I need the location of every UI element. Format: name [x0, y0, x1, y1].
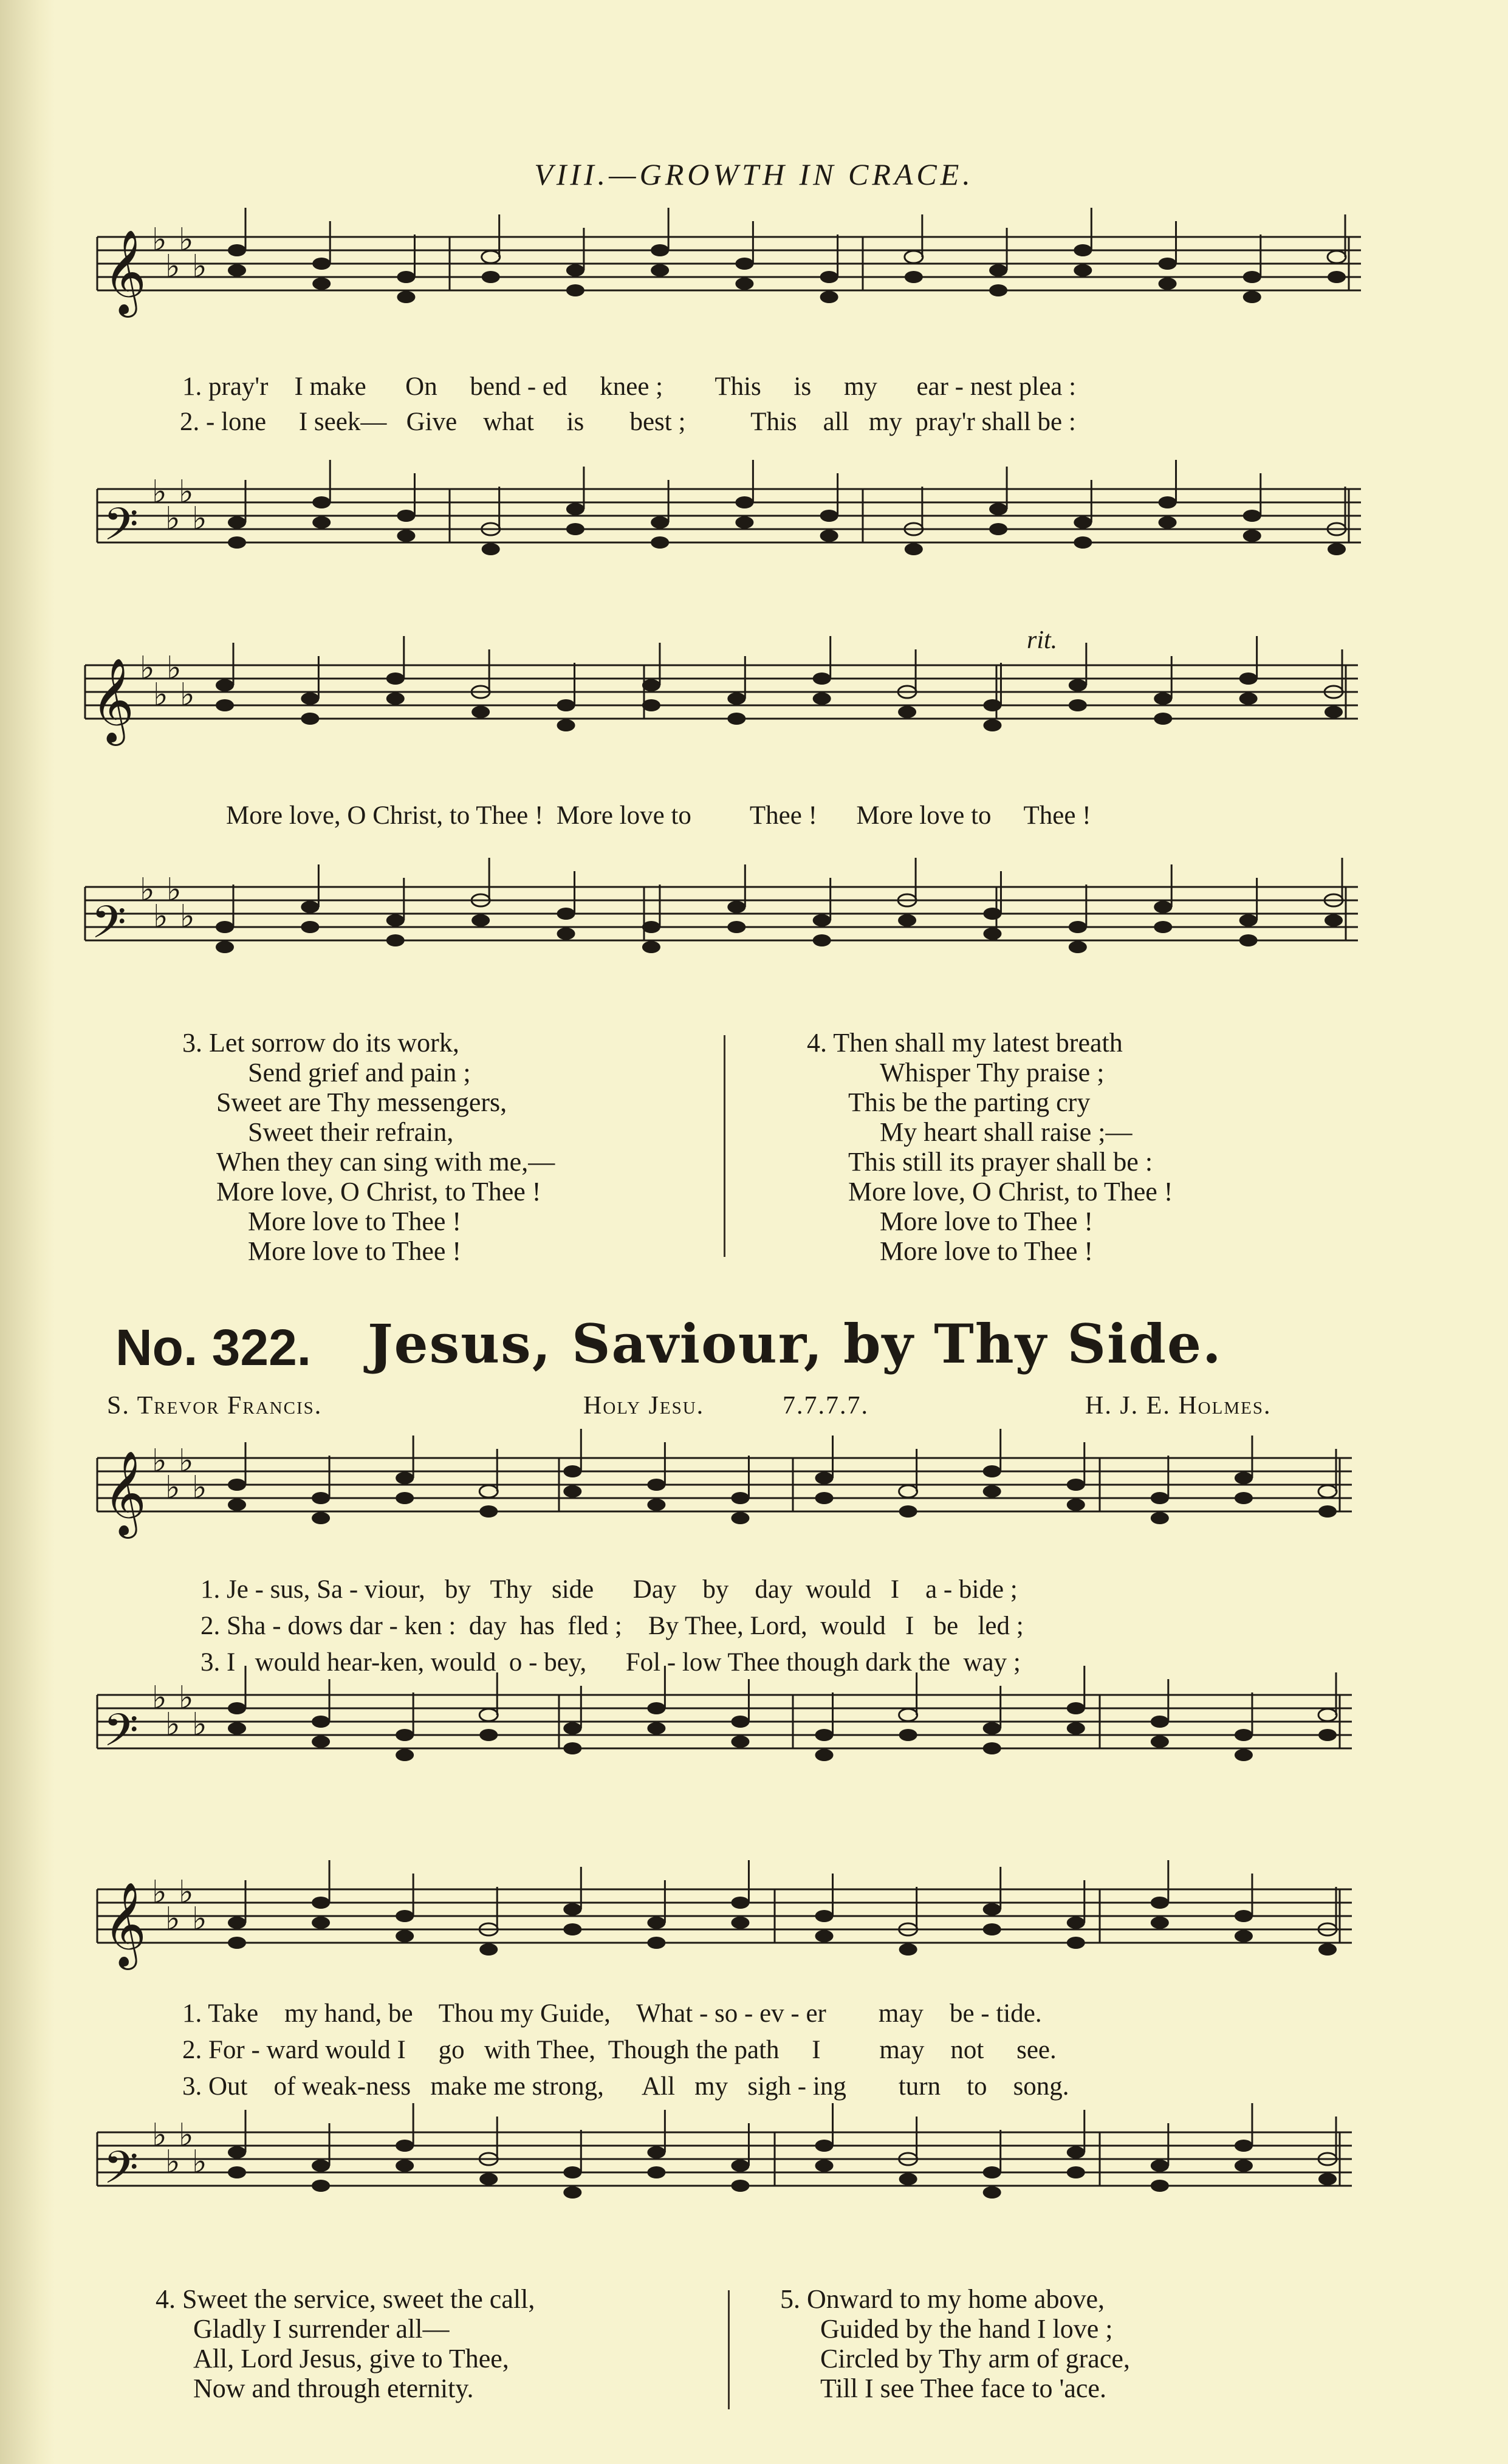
note-head	[983, 1485, 1001, 1497]
note-head	[557, 928, 575, 940]
note-head	[989, 523, 1007, 535]
note-head	[813, 934, 831, 946]
note-head	[1325, 914, 1343, 926]
rit-marking: rit.	[1027, 626, 1058, 654]
note-head	[216, 921, 234, 933]
note-head	[228, 1722, 246, 1734]
verse-divider	[724, 1035, 725, 1257]
note-head	[1235, 1472, 1253, 1484]
note-head	[386, 934, 405, 946]
flat-sign-icon: ♭	[166, 872, 182, 908]
note-head	[899, 2173, 917, 2185]
note-head	[651, 264, 669, 276]
note-head	[899, 1485, 917, 1497]
note-head	[820, 271, 838, 283]
note-head	[312, 1917, 330, 1929]
hymn1-s1-line1: 1. pray'r I make On bend - ed knee ; This is my ear - nest plea :	[182, 372, 1077, 401]
note-head	[1318, 1729, 1337, 1741]
note-head	[820, 510, 838, 522]
hymn1-s1-line2: 2. - lone I seek— Give what is best ; This all my pray'r shall be :	[180, 408, 1076, 436]
hymn2-s1-line2: 2. Sha - dows dar - ken : day has fled ; By Thee, Lord, would I be led ;	[200, 1612, 1024, 1640]
note-head	[735, 278, 753, 290]
flat-sign-icon: ♭	[192, 501, 207, 537]
note-head	[312, 1736, 330, 1748]
hymn2-s2-line2: 2. For - ward would I go with Thee, Though the path I may not see.	[182, 2036, 1057, 2064]
flat-sign-icon: ♭	[179, 1874, 194, 1911]
note-head	[731, 1917, 749, 1929]
note-head	[727, 693, 745, 705]
flat-sign-icon: ♭	[152, 1680, 167, 1716]
note-head	[1067, 1937, 1085, 1949]
note-head	[216, 679, 234, 691]
flat-sign-icon: ♭	[179, 1443, 194, 1479]
note-head	[396, 1492, 414, 1504]
note-head	[557, 719, 575, 731]
flat-sign-icon: ♭	[180, 677, 195, 713]
note-head	[396, 1729, 414, 1741]
note-head	[1235, 1492, 1253, 1504]
hymn1-s2-lyrics: More love, O Christ, to Thee ! More love to Thee ! More love to Thee !	[226, 801, 1091, 830]
note-head	[557, 699, 575, 711]
note-head	[1067, 2166, 1085, 2178]
note-head	[1067, 1917, 1085, 1929]
note-head	[563, 1923, 581, 1935]
note-head	[1151, 1716, 1169, 1728]
note-head	[899, 1709, 917, 1721]
flat-sign-icon: ♭	[165, 1706, 180, 1743]
note-head	[563, 2166, 581, 2178]
note-head	[983, 1722, 1001, 1734]
note-head	[899, 1943, 917, 1956]
note-head	[1151, 1512, 1169, 1524]
note-head	[815, 1729, 834, 1741]
note-head	[989, 264, 1007, 276]
flat-sign-icon: ♭	[180, 898, 195, 935]
note-head	[731, 1716, 749, 1728]
note-head	[1235, 1930, 1253, 1942]
note-head	[735, 258, 753, 270]
note-head	[1151, 1492, 1169, 1504]
note-head	[1328, 251, 1346, 263]
note-head	[228, 264, 246, 276]
note-head	[228, 1499, 246, 1511]
note-head	[647, 1499, 665, 1511]
note-head	[898, 914, 916, 926]
note-head	[1074, 264, 1092, 276]
note-head	[228, 516, 246, 529]
note-head	[479, 1709, 498, 1721]
note-head	[301, 713, 319, 725]
note-head	[228, 1702, 246, 1714]
note-head	[735, 516, 753, 529]
note-head	[731, 2160, 749, 2172]
note-head	[983, 1742, 1001, 1754]
treble-clef-icon: 𝄞	[103, 1882, 146, 1966]
note-head	[482, 543, 500, 555]
note-head	[1159, 516, 1177, 529]
note-head	[396, 1930, 414, 1942]
flat-sign-icon: ♭	[152, 2117, 167, 2154]
note-head	[1243, 510, 1261, 522]
note-head	[647, 1479, 665, 1491]
flat-sign-icon: ♭	[152, 1874, 167, 1911]
note-head	[1318, 1943, 1337, 1956]
note-head	[1151, 2160, 1169, 2172]
bass-clef-icon: 𝄢	[103, 498, 139, 562]
note-head	[898, 706, 916, 718]
flat-sign-icon: ♭	[152, 222, 167, 258]
note-head	[815, 1492, 834, 1504]
note-head	[1235, 1910, 1253, 1922]
note-head	[397, 530, 415, 542]
flat-sign-icon: ♭	[165, 2144, 180, 2180]
note-head	[989, 503, 1007, 515]
note-head	[813, 914, 831, 926]
note-head	[228, 1937, 246, 1949]
note-head	[397, 510, 415, 522]
flat-sign-icon: ♭	[179, 1680, 194, 1716]
note-head	[983, 699, 1001, 711]
note-head	[479, 1505, 498, 1518]
note-head	[1067, 1479, 1085, 1491]
note-head	[563, 1485, 581, 1497]
note-head	[1328, 271, 1346, 283]
hymn-number: No. 322.	[115, 1319, 312, 1376]
note-head	[642, 921, 660, 933]
hymn-tune: Holy Jesu.	[583, 1392, 705, 1420]
flat-sign-icon: ♭	[165, 1470, 180, 1506]
note-head	[651, 244, 669, 256]
note-head	[983, 2166, 1001, 2178]
flat-sign-icon: ♭	[153, 677, 168, 713]
note-head	[1067, 1722, 1085, 1734]
note-head	[1235, 1749, 1253, 1761]
note-head	[312, 278, 331, 290]
note-head	[1069, 941, 1087, 953]
note-head	[983, 1923, 1001, 1935]
flat-sign-icon: ♭	[192, 248, 207, 285]
hymn1-verse3: 3. Let sorrow do its work, Send grief and pain ; Sweet are Thy messengers, Sweet their refrain, When they can sing with me,— More love, O Christ, to Thee ! More love to Thee ! More love to Thee !	[182, 1028, 555, 1266]
note-head	[557, 908, 575, 920]
note-head	[1069, 699, 1087, 711]
note-head	[1243, 271, 1261, 283]
note-head	[1239, 672, 1258, 685]
note-head	[563, 1722, 581, 1734]
note-head	[228, 2166, 246, 2178]
note-head	[396, 1910, 414, 1922]
hymn-composer: H. J. E. Holmes.	[1085, 1392, 1272, 1420]
note-head	[647, 1937, 665, 1949]
hymn2-verse5: 5. Onward to my home above, Guided by the hand I love ; Circled by Thy arm of grace, Till I see Thee face to 'ace.	[780, 2284, 1130, 2403]
note-head	[471, 706, 490, 718]
note-head	[1074, 244, 1092, 256]
hymn-meter: 7.7.7.7.	[783, 1392, 869, 1420]
flat-sign-icon: ♭	[140, 650, 155, 686]
note-head	[566, 284, 584, 296]
note-head	[1151, 1917, 1169, 1929]
note-head	[301, 693, 319, 705]
bass-clef-icon: 𝄢	[103, 1704, 139, 1768]
treble-clef-icon: 𝄞	[103, 1451, 146, 1535]
note-head	[820, 530, 838, 542]
note-head	[228, 1917, 246, 1929]
note-head	[1154, 693, 1172, 705]
treble-clef-icon: 𝄞	[103, 230, 146, 314]
note-head	[228, 1479, 246, 1491]
note-head	[312, 1512, 330, 1524]
note-head	[396, 1472, 414, 1484]
note-head	[815, 2140, 834, 2152]
note-head	[647, 1917, 665, 1929]
note-head	[1318, 1505, 1337, 1518]
note-head	[731, 1512, 749, 1524]
note-head	[983, 1465, 1001, 1477]
flat-sign-icon: ♭	[165, 248, 180, 285]
note-head	[642, 699, 660, 711]
note-head	[731, 2180, 749, 2192]
note-head	[1074, 536, 1092, 549]
note-head	[983, 928, 1001, 940]
hymn1-verse4: 4. Then shall my latest breath Whisper Thy praise ; This be the parting cry My heart shall raise ;— This still its prayer shall be : More love, O Christ, to Thee ! More love to Thee ! More love to Thee !	[807, 1028, 1173, 1266]
hymn2-s2-line1: 1. Take my hand, be Thou my Guide, What - so - ev - er may be - tide.	[182, 1999, 1042, 2028]
note-head	[1328, 543, 1346, 555]
note-head	[479, 2173, 498, 2185]
note-head	[815, 2160, 834, 2172]
note-head	[1151, 2180, 1169, 2192]
note-head	[727, 921, 745, 933]
note-head	[642, 941, 660, 953]
note-head	[1159, 258, 1177, 270]
verse-divider-2	[728, 2290, 730, 2409]
flat-sign-icon: ♭	[166, 650, 182, 686]
note-head	[899, 1729, 917, 1741]
note-head	[1159, 278, 1177, 290]
note-head	[1243, 530, 1261, 542]
note-head	[312, 2180, 330, 2192]
note-head	[1067, 1702, 1085, 1714]
note-head	[301, 921, 319, 933]
note-head	[651, 536, 669, 549]
note-head	[651, 516, 669, 529]
note-head	[228, 244, 246, 256]
note-head	[647, 1702, 665, 1714]
flat-sign-icon: ♭	[152, 474, 167, 510]
note-head	[1069, 679, 1087, 691]
note-head	[815, 1472, 834, 1484]
note-head	[731, 1736, 749, 1748]
flat-sign-icon: ♭	[152, 1443, 167, 1479]
note-head	[566, 523, 584, 535]
bass-clef-icon: 𝄢	[103, 2141, 139, 2205]
note-head	[727, 713, 745, 725]
flat-sign-icon: ♭	[179, 222, 194, 258]
note-head	[899, 1505, 917, 1518]
note-head	[647, 1722, 665, 1734]
note-head	[482, 251, 500, 263]
note-head	[813, 693, 831, 705]
note-head	[820, 291, 838, 303]
note-head	[1318, 2173, 1337, 2185]
note-head	[471, 914, 490, 926]
note-head	[727, 901, 745, 913]
flat-sign-icon: ♭	[179, 474, 194, 510]
note-head	[312, 2160, 330, 2172]
flat-sign-icon: ♭	[192, 1901, 207, 1937]
note-head	[1154, 921, 1172, 933]
hymn2-s1-line1: 1. Je - sus, Sa - viour, by Thy side Day by day would I a - bide ;	[200, 1575, 1018, 1604]
note-head	[228, 2146, 246, 2158]
note-head	[1151, 1897, 1169, 1909]
note-head	[563, 1903, 581, 1915]
note-head	[905, 543, 923, 555]
flat-sign-icon: ♭	[165, 501, 180, 537]
hymn2-s2-line3: 3. Out of weak-ness make me strong, All my sigh - ing turn to song.	[182, 2072, 1069, 2101]
section-header: VIII.—GROWTH IN CRACE.	[534, 157, 974, 191]
note-head	[396, 2160, 414, 2172]
note-head	[312, 516, 331, 529]
note-head	[1318, 1709, 1337, 1721]
note-head	[1239, 934, 1258, 946]
note-head	[647, 2166, 665, 2178]
note-head	[479, 1729, 498, 1741]
flat-sign-icon: ♭	[192, 1706, 207, 1743]
note-head	[1067, 2146, 1085, 2158]
flat-sign-icon: ♭	[165, 1901, 180, 1937]
note-head	[563, 1465, 581, 1477]
note-head	[397, 291, 415, 303]
note-head	[312, 1716, 330, 1728]
note-head	[983, 719, 1001, 731]
note-head	[815, 1930, 834, 1942]
note-head	[642, 679, 660, 691]
flat-sign-icon: ♭	[179, 2117, 194, 2154]
note-head	[1325, 706, 1343, 718]
note-head	[983, 908, 1001, 920]
note-head	[396, 1749, 414, 1761]
note-head	[563, 1742, 581, 1754]
note-head	[731, 1492, 749, 1504]
note-head	[1069, 921, 1087, 933]
note-head	[386, 914, 405, 926]
note-head	[216, 941, 234, 953]
note-head	[1243, 291, 1261, 303]
note-head	[312, 1492, 330, 1504]
note-head	[397, 271, 415, 283]
note-head	[1154, 713, 1172, 725]
note-head	[813, 672, 831, 685]
hymn2-verse4: 4. Sweet the service, sweet the call, Gladly I surrender all— All, Lord Jesus, give to Thee, Now and through eternity.	[156, 2284, 535, 2403]
note-head	[396, 2140, 414, 2152]
note-head	[482, 271, 500, 283]
hymn-author: S. Trevor Francis.	[107, 1392, 323, 1420]
note-head	[479, 1485, 498, 1497]
note-head	[1318, 1485, 1337, 1497]
note-head	[386, 672, 405, 685]
note-head	[815, 1910, 834, 1922]
note-head	[1239, 693, 1258, 705]
note-head	[1235, 2140, 1253, 2152]
note-head	[1159, 496, 1177, 508]
flat-sign-icon: ♭	[192, 1470, 207, 1506]
note-head	[1151, 1736, 1169, 1748]
bass-clef-icon: 𝄢	[91, 896, 126, 960]
note-head	[1239, 914, 1258, 926]
note-head	[566, 264, 584, 276]
note-head	[905, 271, 923, 283]
note-head	[386, 693, 405, 705]
note-head	[735, 496, 753, 508]
flat-sign-icon: ♭	[192, 2144, 207, 2180]
note-head	[1067, 1499, 1085, 1511]
note-head	[1154, 901, 1172, 913]
note-head	[563, 2186, 581, 2199]
note-head	[216, 699, 234, 711]
flat-sign-icon: ♭	[153, 898, 168, 935]
note-head	[983, 1903, 1001, 1915]
note-head	[479, 1943, 498, 1956]
note-head	[312, 496, 331, 508]
note-head	[228, 536, 246, 549]
note-head	[312, 1897, 330, 1909]
note-head	[301, 901, 319, 913]
note-head	[989, 284, 1007, 296]
note-head	[312, 258, 331, 270]
hymn2-s1-line3: 3. I would hear-ken, would o - bey, Fol - low Thee though dark the way ;	[200, 1648, 1021, 1677]
note-head	[647, 2146, 665, 2158]
hymn-title: Jesus, Saviour, by Thy Side.	[368, 1312, 1222, 1375]
note-head	[731, 1897, 749, 1909]
note-head	[983, 2186, 1001, 2199]
note-head	[1235, 1729, 1253, 1741]
note-head	[815, 1749, 834, 1761]
note-head	[566, 503, 584, 515]
note-head	[1074, 516, 1092, 529]
note-head	[1235, 2160, 1253, 2172]
note-head	[905, 251, 923, 263]
treble-clef-icon: 𝄞	[91, 658, 134, 742]
flat-sign-icon: ♭	[140, 872, 155, 908]
